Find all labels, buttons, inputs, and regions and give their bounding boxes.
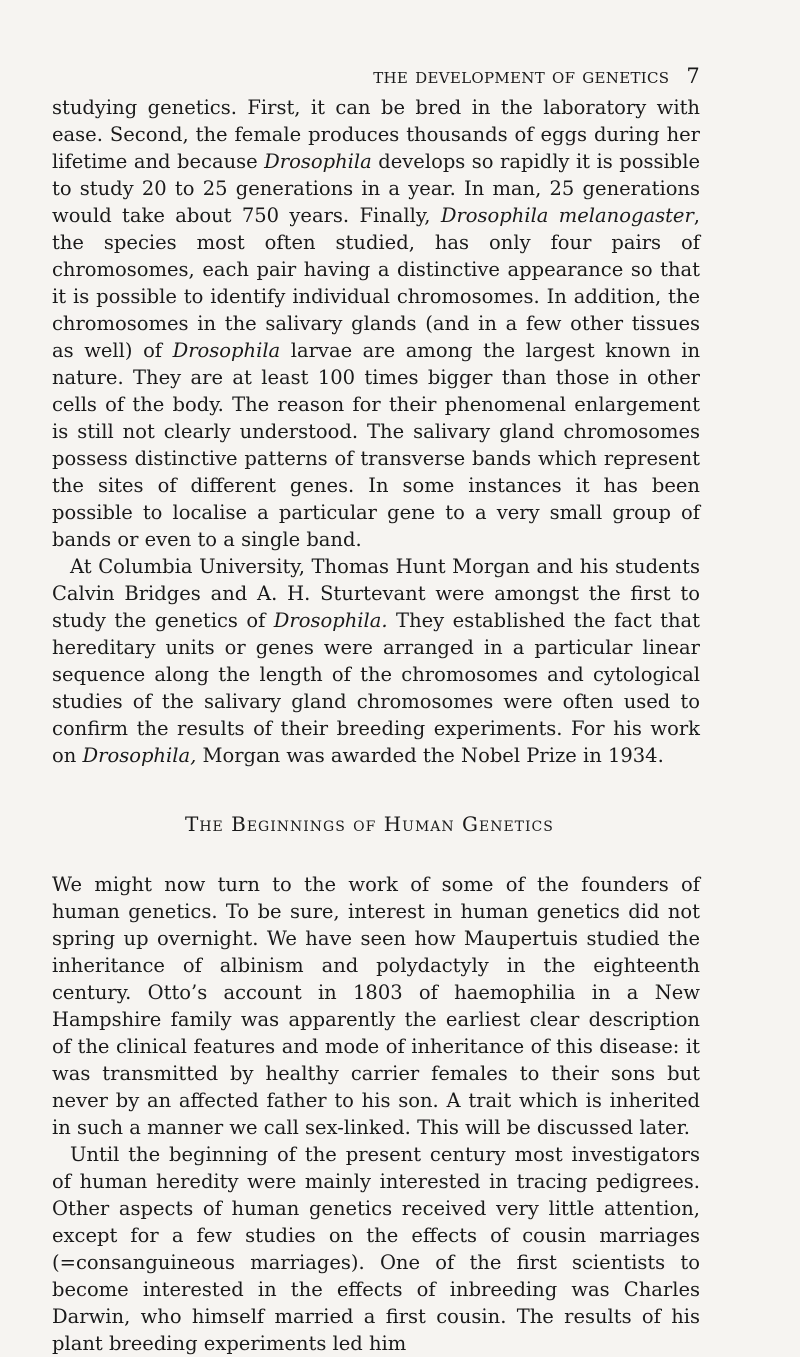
italic-term: Drosophila [172,339,281,362]
text-run: Morgan was awarded the Nobel Prize in 1934. [196,744,664,767]
italic-term: Drosophila [264,150,372,173]
text-run: develops so rapidly it is possible to study 20 to 25 generations in a year. In man, 25 generations would take about 750 years. Finally, [52,150,700,227]
text-run: At Columbia University, Thomas Hunt Morgan and his students Calvin Bridges and A. H. Sturtevant were amongst the first to study the genetics of [52,555,700,632]
paragraph-pedigrees: Until the beginning of the present century most investigators of human heredity were mainly interested in tracing pedigrees. Other aspects of human genetics received very little attention, except for a few studies on the effects of cousin marriages (=consanguineous marriages). One of the first scientists to become interested in the effects of inbreeding was Charles Darwin, who himself married a first cousin. The results of his plant breeding experiments led him [52,1143,700,1355]
text-run: larvae are among the largest known in nature. They are at least 100 times bigger than those in other cells of the body. The reason for their phenomenal enlargement is still not clearly understood. The salivary gland chromosomes possess distinctive patterns of transverse bands which represent the sites of different genes. In some instances it has been possible to localise a particular gene to a very small group of bands or even to a single band. [52,339,700,551]
running-head [0,64,700,88]
italic-term: Drosophila melanogaster [440,204,694,227]
italic-term: Drosophila. [273,609,388,632]
text-run: , the species most often studied, has only four pairs of chromosomes, each pair having a distinctive appearance so that it is possible to identify individual chromosomes. In addition, the chromosomes in the salivary glands (and in a few other tissues as well) of [52,204,700,362]
italic-term: Drosophila, [82,744,197,767]
text-run: They established the fact that hereditary units or genes were arranged in a particular linear sequence along the length of the chromosomes and cytological studies of the salivary gland chromosomes were often used to confirm the results of their breeding experiments. For his work on [52,609,700,767]
body-text [52,94,700,1357]
section-heading: The Beginnings of Human Genetics [185,812,554,836]
text-run: studying genetics. First, it can be bred in the laboratory with ease. Second, the female produces thousands of eggs during her lifetime and because [52,96,700,173]
page-number: 7 [686,64,700,88]
paragraph-drosophila-advantages [52,94,700,553]
running-head-title: the development of genetics [373,64,670,88]
paragraph-human-genetics-founders: We might now turn to the work of some of the founders of human genetics. To be sure, interest in human genetics did not spring up overnight. We have seen how Maupertuis studied the inheritance of albinism and polydactyly in the eighteenth century. Otto’s account in 1803 of haemophilia in a New Hampshire family was apparently the earliest clear description of the clinical features and mode of inheritance of this disease: it was transmitted by healthy carrier females to their sons but never by an affected father to his son. A trait which is inherited in such a manner we call sex-linked. This will be discussed later. [52,873,700,1139]
paragraph-morgan [52,553,700,769]
